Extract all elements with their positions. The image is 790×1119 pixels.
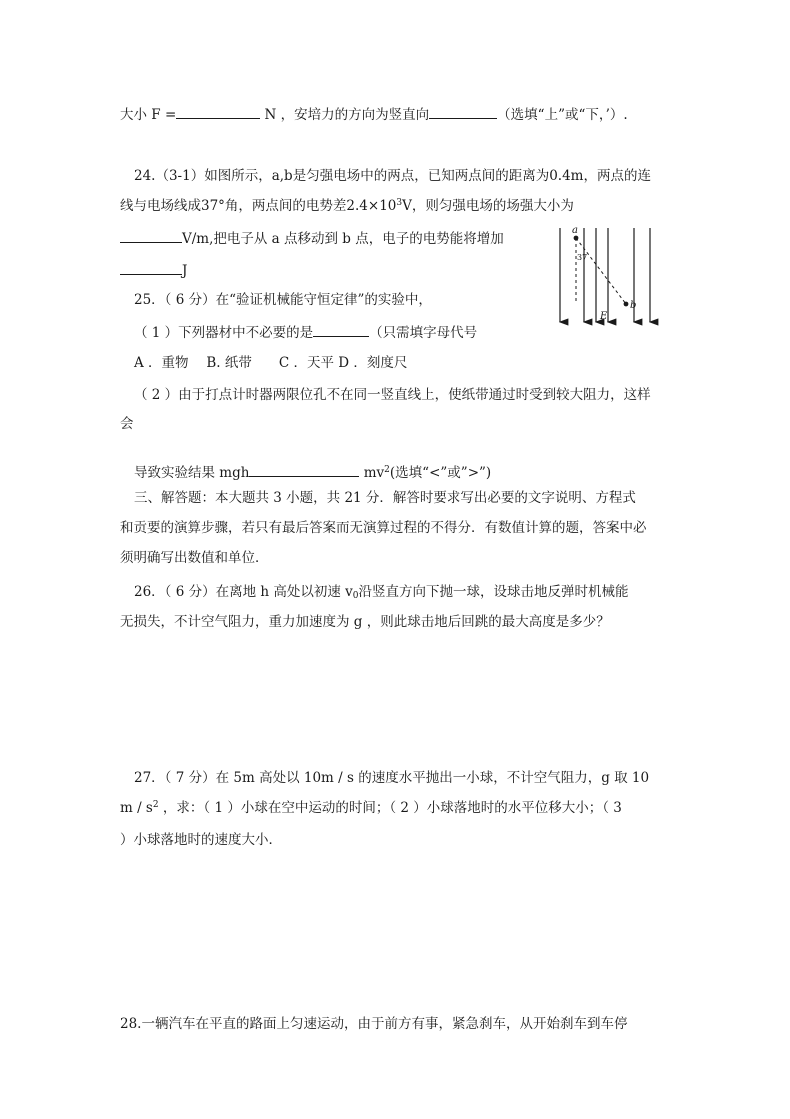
q25-compare-hint: (选填“<”或”>”) xyxy=(389,465,492,481)
q25-part2-line2: 会 xyxy=(120,416,134,432)
label-a: a xyxy=(572,225,578,236)
q24-line2 xyxy=(120,196,574,216)
q24-line1: 24.（3-1）如图所示，a,b是匀强电场中的两点，已知两点间的距离为0.4m，两点的连 xyxy=(134,168,651,184)
section3-line2: 和贡要的演算步骤，若只有最后答案而无演算过程的不得分．有数值计算的题，答案中必 xyxy=(120,520,647,536)
q28-line1: 28.一辆汽车在平直的路面上匀速运动，由于前方有事，紧急刹车，从开始刹车到车停 xyxy=(120,1016,628,1032)
q24-line4 xyxy=(120,260,187,281)
q25-mv-text: mv xyxy=(359,465,385,481)
q24-line3-text: V/m,把电子从 a 点移动到 b 点，电子的电势能将增加 xyxy=(182,231,504,247)
point-b xyxy=(624,302,629,307)
q23-suffix: （选填“上”或“下，’）. xyxy=(497,107,628,123)
q24-line2-text: 线与电场线成37°角，两点间的电势差2.4×10 xyxy=(120,198,397,214)
q25-part2-line1: （ 2 ）由于打点计时器两限位孔不在同一竖直线上，使纸带通过时受到较大阻力，这样 xyxy=(134,387,651,403)
q26-v0-subscript: 0 xyxy=(352,591,359,601)
q23-blank-force[interactable] xyxy=(176,104,260,119)
q25-part1-hint: （只需填字母代号 xyxy=(369,325,478,341)
q24-unit-j: J xyxy=(182,263,188,279)
q24-line3 xyxy=(120,228,504,249)
q23-tail-line xyxy=(120,104,628,125)
q25-mv-exponent: 2 xyxy=(384,465,390,475)
q23-prefix: 大小 F = xyxy=(120,107,177,123)
q27-exponent: 2 xyxy=(152,800,159,810)
q27-line1: 27．（ 7 分）在 5m 高处以 10m / s 的速度水平抛出一小球，不计空气阻力，g 取 10 xyxy=(134,770,650,786)
q24-blank-field-strength[interactable] xyxy=(120,228,182,243)
section3-line3: 须明确写出数值和单位． xyxy=(120,550,269,566)
electric-field-figure xyxy=(550,222,660,326)
q26-line1 xyxy=(134,582,629,602)
q24-blank-energy[interactable] xyxy=(120,260,182,275)
q24-exponent: 3 xyxy=(396,198,403,208)
label-angle: 37 xyxy=(577,253,588,262)
point-a xyxy=(574,236,579,241)
q25-part1-text: （ 1 ）下列器材中不必要的是 xyxy=(134,325,314,341)
q25-blank-compare[interactable] xyxy=(249,462,359,477)
label-e: E xyxy=(600,311,608,322)
q26-line1-text-b: 沿竖直方向下抛一球，设球击地反弹时机械能 xyxy=(358,584,629,600)
q23-blank-direction[interactable] xyxy=(429,104,497,119)
q25-title: 25．（ 6 分）在“验证机械能守恒定律”的实验中， xyxy=(134,292,432,308)
q27-line3: ）小球落地时的速度大小． xyxy=(120,832,282,848)
q23-unit-text: N ，安培力的方向为竖直向 xyxy=(260,107,430,123)
q25-blank-equipment[interactable] xyxy=(313,322,369,337)
q25-mgh-text: 导致实验结果 mgh xyxy=(134,465,250,481)
label-b: b xyxy=(630,300,637,311)
q26-line2: 无损失，不计空气阻力，重力加速度为 g ，则此球击地后回跳的最大高度是多少？ xyxy=(120,614,610,630)
section3-line1: 三、解答题：本大题共 3 小题，共 21 分．解答时要求写出必要的文字说明、方程式 xyxy=(134,490,636,506)
q27-line2-unit: m / s xyxy=(120,800,153,816)
q27-line2-text: ，求：（ 1 ）小球在空中运动的时间；（ 2 ）小球落地时的水平位移大小；（ 3 xyxy=(158,800,622,816)
q24-line2-text-b: V，则匀强电场的场强大小为 xyxy=(402,198,574,214)
q26-line1-text: 26．（ 6 分）在离地 h 高处以初速 v xyxy=(134,584,353,600)
q25-part2-line3 xyxy=(134,462,491,483)
q25-options: A ．重物 B. 纸带 C ．天平 D ．刻度尺 xyxy=(134,355,408,371)
q25-part1 xyxy=(134,322,477,343)
q27-line2 xyxy=(120,798,622,818)
